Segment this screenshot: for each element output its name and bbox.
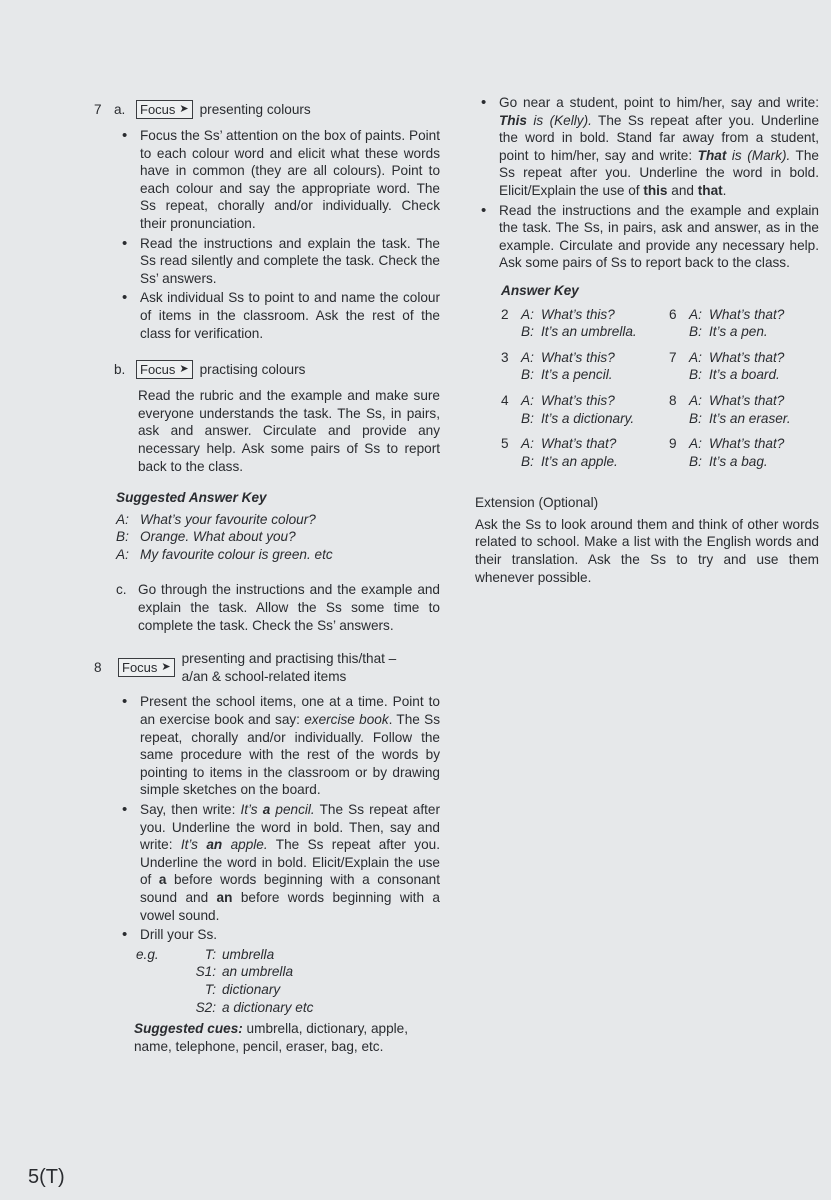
dialogue-line <box>116 511 440 529</box>
arrow-icon: ➤ <box>161 661 171 674</box>
section-letter: a. <box>114 101 126 117</box>
section-7b-header <box>114 360 440 379</box>
section-7c <box>116 581 440 634</box>
focus-label-box <box>136 100 193 119</box>
suggested-cues: Suggested cues: umbrella, dictionary, apple, name, telephone, pencil, eraser, bag, etc. <box>134 1021 409 1054</box>
section-7a-header <box>94 100 440 119</box>
focus-label-box <box>118 658 175 677</box>
focus-label: Focus <box>140 101 176 117</box>
answer-item: 2 A: What’s this? B: It’s an umbrella. <box>501 306 637 340</box>
drill-example <box>136 946 440 1016</box>
dialogue-text: What’s your favourite colour? <box>140 511 316 527</box>
answer-item: 6 A: What’s that? B: It’s a pen. <box>669 306 785 340</box>
section-letter: b. <box>114 361 126 377</box>
suggested-answer-key-title: Suggested Answer Key <box>116 490 267 506</box>
right-bullets <box>475 94 819 272</box>
arrow-icon: ➤ <box>179 362 189 375</box>
section-8-bullets <box>116 693 440 943</box>
arrow-icon: ➤ <box>179 102 189 115</box>
section-letter: c. <box>116 582 127 598</box>
section-7b-paragraph: Read the rubric and the example and make sure everyone understands the task. The Ss, in pairs, ask and answer. Circulate and provide any necessary help. Ask some pairs of Ss to report back to the class. <box>138 388 440 474</box>
speaker: A: <box>116 511 129 527</box>
dialogue-line <box>116 528 440 546</box>
right-column <box>475 90 819 586</box>
section-number: 8 <box>94 660 102 676</box>
dialogue-text: Orange. What about you? <box>140 529 296 545</box>
list-item: • Say, then write: It’s a pencil. The Ss repeat after you. Underline the word in bold. Then, say and write: It’s an apple. The Ss repeat after you. Underline the word in bold. Elicit/Explain the use of a before words beginning with a consonant sound and an before words beginning with a vowel sound. <box>116 801 440 924</box>
drill-row: T: dictionary <box>204 981 281 997</box>
page-number: 5(T) <box>28 1166 65 1188</box>
list-item: • Ask individual Ss to point to and name the colour of items in the classroom. Ask the rest of the class for verification. <box>116 289 440 342</box>
speaker: B: <box>116 529 129 545</box>
focus-label-box <box>136 360 193 379</box>
dialogue-text: My favourite colour is green. etc <box>140 546 333 562</box>
list-item: • Read the instructions and the example and explain the task. The Ss, in pairs, ask and answer, as in the example. Circulate and provide any necessary help. Ask some pairs of Ss to report back to the class. <box>475 202 819 272</box>
speaker: A: <box>116 546 129 562</box>
answer-item: 8 A: What’s that? B: It’s an eraser. <box>669 392 791 426</box>
list-item: • Present the school items, one at a time. Point to an exercise book and say: exercise book. The Ss repeat, chorally and/or individually. Follow the same procedure with the rest of the words by pointing to items in the classroom or by drawing simple sketches on the board. <box>116 693 440 799</box>
drill-row: S1: an umbrella <box>195 964 294 980</box>
section-title: presenting and practising this/that – a/an & school-related items <box>181 651 397 684</box>
list-item: • Drill your Ss. <box>116 926 440 944</box>
section-title: practising colours <box>199 361 306 377</box>
extension-title: Extension (Optional) <box>475 495 599 511</box>
list-item: • Go near a student, point to him/her, say and write: This is (Kelly). The Ss repeat after you. Underline the word in bold. Stand far away from a student, point to him/her, say and write: That is (Mark). The Ss repeat after you. Underline the word in bold. Elicit/Explain the use of this and that. <box>475 94 819 200</box>
answer-item: 9 A: What’s that? B: It’s a bag. <box>669 436 785 469</box>
focus-label: Focus <box>140 361 176 377</box>
section-8-header <box>94 650 440 685</box>
suggested-answer-key <box>116 511 440 564</box>
dialogue-line <box>116 546 440 564</box>
section-7a-bullets <box>116 127 440 342</box>
section-number: 7 <box>94 101 102 117</box>
section-title: presenting colours <box>199 101 311 117</box>
answer-key-title: Answer Key <box>501 282 579 298</box>
answer-item: 5 A: What’s that? B: It’s an apple. <box>501 436 618 469</box>
drill-row: S2: a dictionary etc <box>195 999 314 1015</box>
extension-text: Ask the Ss to look around them and think of other words related to school. Make a list with the English words and their translation. Ask the Ss to try and use them whenever possible. <box>475 516 819 585</box>
section-7c-text: Go through the instructions and the example and explain the task. Allow the Ss some time to complete the task. Check the Ss’ answers. <box>138 582 440 633</box>
answer-item: 7 A: What’s that? B: It’s a board. <box>669 349 785 383</box>
answer-key <box>501 306 819 471</box>
list-item: • Read the instructions and explain the task. The Ss read silently and complete the task. Check the Ss’ answers. <box>116 235 440 288</box>
drill-row: e.g. T: umbrella <box>136 946 275 962</box>
list-item: • Focus the Ss’ attention on the box of paints. Point to each colour word and elicit what these words have in common (they are all colours). Point to each colour and say the appropriate word. The Ss repeat, chorally and/or individually. Check their pronunciation. <box>116 127 440 233</box>
left-column <box>94 100 440 1055</box>
answer-item: 3 A: What’s this? B: It’s a pencil. <box>501 349 615 383</box>
focus-label: Focus <box>122 660 158 676</box>
answer-item: 4 A: What’s this? B: It’s a dictionary. <box>501 392 635 426</box>
